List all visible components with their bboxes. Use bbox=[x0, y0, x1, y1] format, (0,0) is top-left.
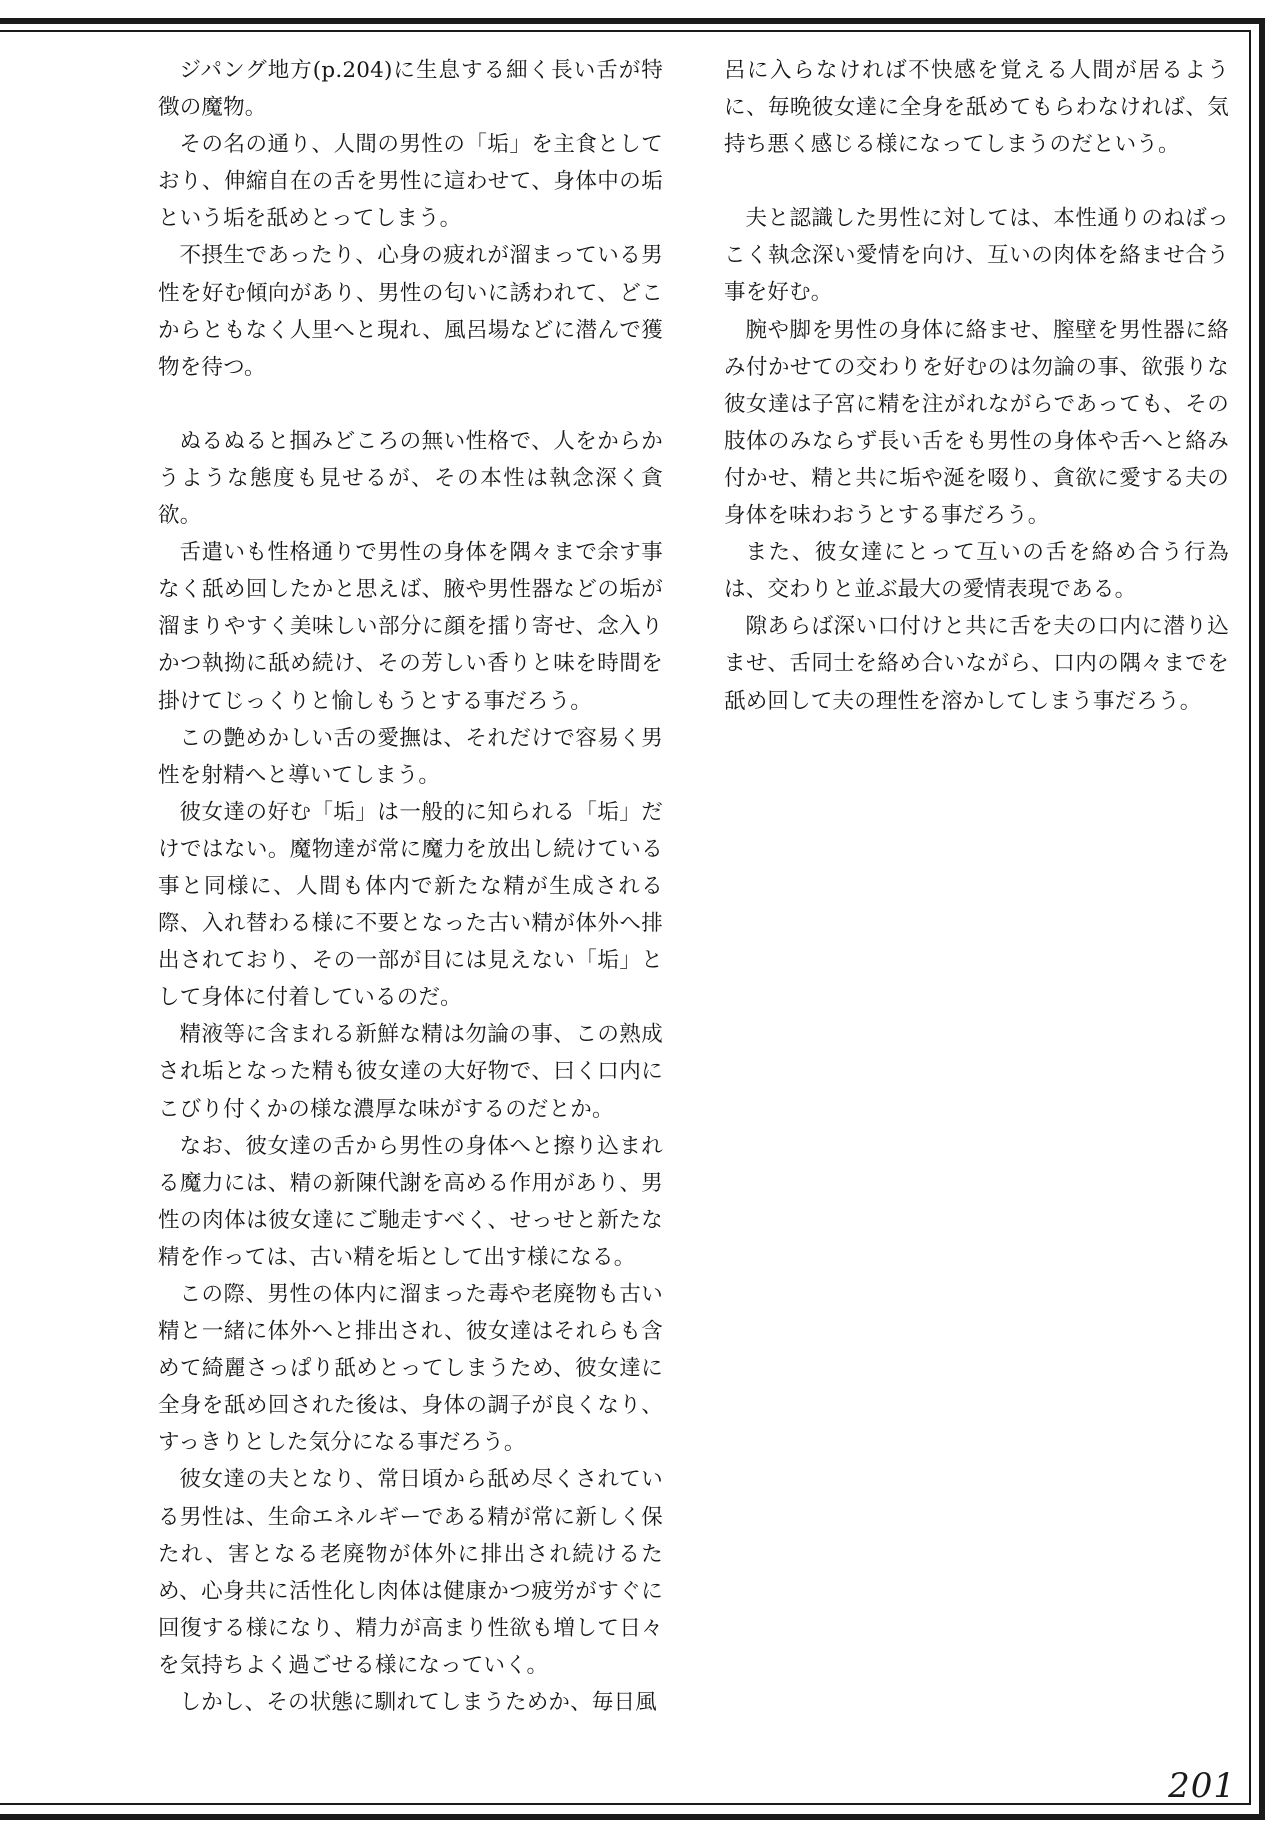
paragraph-kissing: また、彼女達にとって互いの舌を絡め合う行為は、交わりと並ぶ最大の愛情表現である。 bbox=[724, 540, 1229, 603]
paragraph-preference: 不摂生であったり、心身の疲れが溜まっている男性を好む傾向があり、男性の匂いに誘われて、どこからともなく人里へと現れ、風呂場などに潜んで獲物を待つ。 bbox=[158, 243, 663, 380]
paragraph-intimacy: 腕や脚を男性の身体に絡ませ、膣壁を男性器に絡み付かせての交わりを好むのは勿論の事、欲張りな彼女達は子宮に精を注がれながらであっても、その肢体のみならず長い舌をも男性の身体や舌へと絡み付かせ、精と共に垢や涎を啜り、貪欲に愛する夫の身体を味わおうとする事だろう。 bbox=[724, 317, 1229, 529]
paragraph-metabolism: なお、彼女達の舌から男性の身体へと擦り込まれる魔力には、精の新陳代謝を高める作用があり、男性の肉体は彼女達にご馳走すべく、せっせと新たな精を作っては、古い精を垢として出す様になる。 bbox=[158, 1133, 663, 1270]
left-text-column bbox=[158, 52, 663, 1721]
page-number: 201 bbox=[1168, 1766, 1236, 1806]
paragraph-deep-kiss: 隙あらば深い口付けと共に舌を夫の口内に潜り込ませ、舌同士を絡め合いながら、口内の隅々までを舐め回して夫の理性を溶かしてしまう事だろう。 bbox=[724, 614, 1229, 714]
paragraph-habitat: ジパング地方(p.204)に生息する細く長い舌が特徴の魔物。 bbox=[158, 58, 663, 121]
paragraph-affection: 夫と認識した男性に対しては、本性通りのねばっこく執念深い愛情を向け、互いの肉体を絡ませ合う事を好む。 bbox=[724, 206, 1229, 306]
paragraph-grime-definition: 彼女達の好む「垢」は一般的に知られる「垢」だけではない。魔物達が常に魔力を放出し続けている事と同様に、人間も体内で新たな精が生成される際、入れ替わる様に不要となった古い精が体外へ排出されており、その一部が目には見えない「垢」として身体に付着しているのだ。 bbox=[158, 799, 663, 1011]
paragraph-diet: その名の通り、人間の男性の「垢」を主食としており、伸縮自在の舌を男性に這わせて、身体中の垢という垢を舐めとってしまう。 bbox=[158, 132, 663, 232]
paragraph-detox: この際、男性の体内に溜まった毒や老廃物も古い精と一緒に体外へと排出され、彼女達はそれらも含めて綺麗さっぱり舐めとってしまうため、彼女達に全身を舐め回された後は、身体の調子が良くなり、すっきりとした気分になる事だろう。 bbox=[158, 1282, 663, 1456]
paragraph-husband-health: 彼女達の夫となり、常日頃から舐め尽くされている男性は、生命エネルギーである精が常に新しく保たれ、害となる老廃物が体外に排出され続けるため、心身共に活性化し肉体は健康かつ疲労がすぐに回復する様になり、精力が高まり性欲も増して日々を気持ちよく過ごせる様になっていく。 bbox=[158, 1467, 663, 1678]
paragraph-gap bbox=[724, 163, 1229, 200]
paragraph-tongue-technique: 舌遣いも性格通りで男性の身体を隅々まで余す事なく舐め回したかと思えば、腋や男性器などの垢が溜まりやすく美味しい部分に顔を擂り寄せ、念入りかつ執拗に舐め続け、その芳しい香りと味を時間を掛けてじっくりと愉しもうとする事だろう。 bbox=[158, 540, 663, 714]
right-text-column bbox=[724, 52, 1229, 720]
paragraph-habituation-start: しかし、その状態に馴れてしまうためか、毎日風 bbox=[179, 1690, 657, 1716]
paragraph-favorite-food: 精液等に含まれる新鮮な精は勿論の事、この熟成され垢となった精も彼女達の大好物で、曰く口内にこびり付くかの様な濃厚な味がするのだとか。 bbox=[158, 1022, 663, 1122]
paragraph-gap bbox=[158, 386, 663, 423]
paragraph-habituation-continued: 呂に入らなければ不快感を覚える人間が居るように、毎晩彼女達に全身を舐めてもらわなければ、気持ち悪く感じる様になってしまうのだという。 bbox=[724, 58, 1229, 158]
paragraph-personality: ぬるぬると掴みどころの無い性格で、人をからかうような態度も見せるが、その本性は執念深く貪欲。 bbox=[158, 428, 663, 529]
paragraph-caress: この艶めかしい舌の愛撫は、それだけで容易く男性を射精へと導いてしまう。 bbox=[158, 725, 663, 788]
